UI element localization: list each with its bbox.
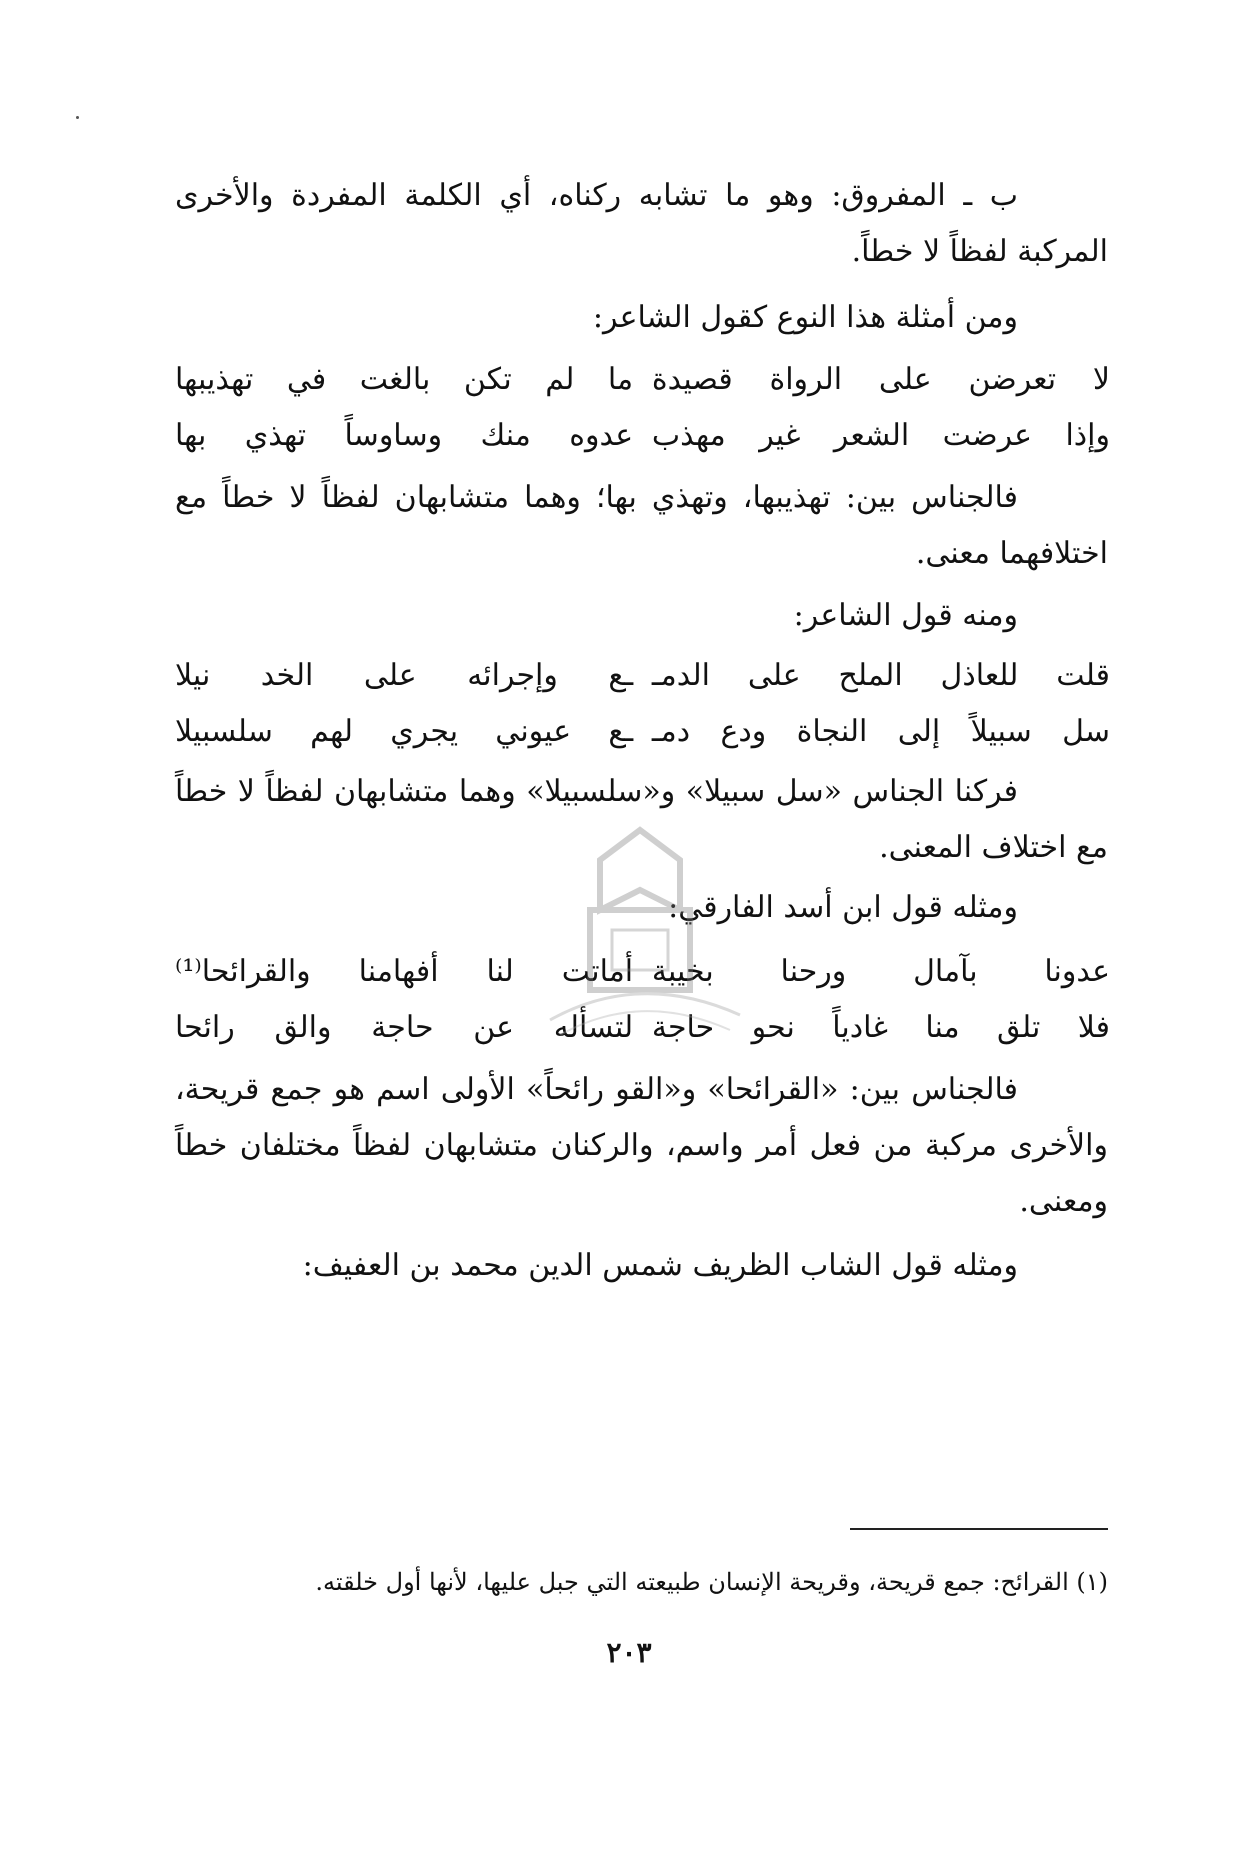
verse-line [175, 648, 1110, 704]
verse-first-hemistich: لا تعرضن على الرواة قصيدة [651, 362, 1110, 397]
verse-first-hemistich: عدونا بآمال ورحنا بخيبة [651, 954, 1110, 989]
paragraph-text: ومثله قول ابن أسد الفارقي: [668, 890, 1018, 925]
verse-first-hemistich: فلا تلق منا غادياً نحو حاجة [651, 1010, 1110, 1045]
paragraph-example-intro-2 [175, 588, 1108, 644]
verse-first-hemistich: سل سبيلاً إلى النجاة ودع دمـ [651, 714, 1110, 749]
verse-line [175, 352, 1110, 408]
paragraph-jinas-explanation-1 [175, 470, 1108, 582]
verse-second-hemistich: ـع وإجرائه على الخد نيلا [175, 658, 634, 693]
paragraph-mafrouq-definition [175, 168, 1108, 280]
paragraph-jinas-explanation-3 [175, 1062, 1108, 1230]
verse-line [175, 408, 1110, 464]
paragraph-text: فركنا الجناس «سل سبيلا» و«سلسبيلا» وهما متشابهان لفظاً لا خطاً مع اختلاف المعنى. [175, 774, 1108, 865]
verse-second-hemistich: لتسأله عن حاجة والق رائحا [175, 1010, 634, 1045]
paragraph-text: فالجناس بين: «القرائحا» و«القو رائحاً» الأولى اسم هو جمع قريحة، والأخرى مركبة من فعل أمر واسم، والركنان متشابهان لفظاً مختلفان خطاً ومعنى. [175, 1072, 1108, 1219]
footnote: (١) القرائح: جمع قريحة، وقريحة الإنسان طبيعته التي جبل عليها، لأنها أول خلقته. [315, 1568, 1108, 1596]
verse-second-hemistich: ما لم تكن بالغت في تهذيبها [175, 362, 634, 397]
verse-first-hemistich: قلت للعاذل الملح على الدمـ [651, 658, 1110, 693]
paragraph-text: ومثله قول الشاب الظريف شمس الدين محمد بن العفيف: [302, 1248, 1018, 1283]
library-watermark-emblem [520, 820, 760, 1050]
verse-second-hemistich: أماتت لنا أفهامنا والقرائحا⁽¹⁾ [175, 954, 634, 989]
paragraph-text: فالجناس بين: تهذيبها، وتهذي بها؛ وهما متشابهان لفظاً لا خطاً مع اختلافهما معنى. [175, 480, 1108, 571]
paragraph-example-intro-4 [175, 1238, 1108, 1294]
paragraph-text: ومن أمثلة هذا النوع كقول الشاعر: [592, 300, 1018, 335]
poem-verse-block-2 [175, 648, 1110, 760]
scan-speck [76, 116, 79, 119]
verse-second-hemistich: ـع عيوني يجري لهم سلسبيلا [175, 714, 634, 749]
page-number: ٢٠٣ [606, 1636, 652, 1669]
poem-verse-block-1 [175, 352, 1110, 464]
paragraph-text: ب ـ المفروق: وهو ما تشابه ركناه، أي الكلمة المفردة والأخرى المركبة لفظاً لا خطاً. [175, 178, 1108, 269]
paragraph-text: ومنه قول الشاعر: [793, 598, 1018, 633]
paragraph-example-intro [175, 290, 1108, 346]
footnote-separator [850, 1528, 1108, 1530]
verse-line [175, 704, 1110, 760]
verse-first-hemistich: وإذا عرضت الشعر غير مهذب [651, 418, 1110, 453]
verse-second-hemistich: عدوه منك وساوساً تهذي بها [175, 418, 634, 453]
